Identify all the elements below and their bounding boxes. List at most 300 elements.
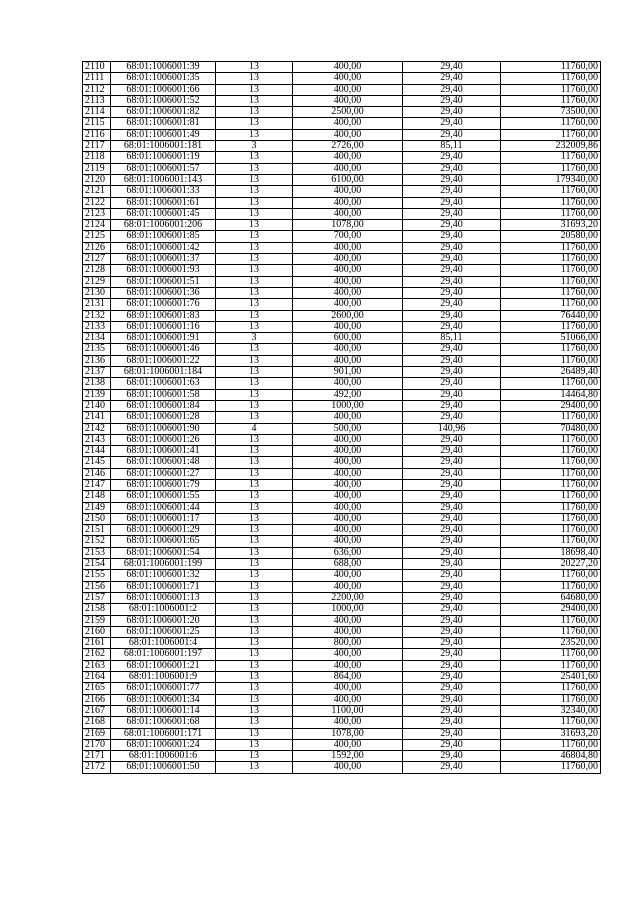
area-cell: 400,00 — [293, 513, 403, 524]
area-cell: 400,00 — [293, 129, 403, 140]
table-row — [83, 208, 601, 219]
category-cell: 13 — [216, 389, 293, 400]
value-cell: 23520,00 — [501, 638, 601, 649]
value-cell: 64680,00 — [501, 592, 601, 603]
rate-cell: 29,40 — [403, 208, 501, 219]
area-cell: 400,00 — [293, 649, 403, 660]
area-cell: 400,00 — [293, 118, 403, 129]
rate-cell: 29,40 — [403, 547, 501, 558]
category-cell: 13 — [216, 615, 293, 626]
row-number-cell: 2121 — [83, 186, 111, 197]
area-cell: 1592,00 — [293, 751, 403, 762]
table-row — [83, 502, 601, 513]
category-cell: 13 — [216, 536, 293, 547]
row-number-cell: 2131 — [83, 299, 111, 310]
area-cell: 400,00 — [293, 739, 403, 750]
value-cell: 26489,40 — [501, 367, 601, 378]
value-cell: 25401,60 — [501, 672, 601, 683]
row-number-cell: 2134 — [83, 333, 111, 344]
rate-cell: 29,40 — [403, 717, 501, 728]
cadastral-number-cell: 68:01:1006001:206 — [111, 220, 216, 231]
cadastral-number-cell: 68:01:1006001:85 — [111, 231, 216, 242]
value-cell: 29400,00 — [501, 604, 601, 615]
area-cell: 400,00 — [293, 446, 403, 457]
cadastral-number-cell: 68:01:1006001:51 — [111, 276, 216, 287]
cadastral-number-cell: 68:01:1006001:37 — [111, 254, 216, 265]
value-cell: 11760,00 — [501, 186, 601, 197]
table-row — [83, 276, 601, 287]
value-cell: 11760,00 — [501, 254, 601, 265]
table-row — [83, 604, 601, 615]
rate-cell: 29,40 — [403, 502, 501, 513]
row-number-cell: 2171 — [83, 751, 111, 762]
rate-cell: 29,40 — [403, 412, 501, 423]
category-cell: 13 — [216, 344, 293, 355]
value-cell: 11760,00 — [501, 739, 601, 750]
row-number-cell: 2160 — [83, 626, 111, 637]
rate-cell: 29,40 — [403, 287, 501, 298]
cadastral-number-cell: 68:01:1006001:84 — [111, 400, 216, 411]
row-number-cell: 2167 — [83, 705, 111, 716]
row-number-cell: 2129 — [83, 276, 111, 287]
cadastral-number-cell: 68:01:1006001:17 — [111, 513, 216, 524]
value-cell: 11760,00 — [501, 446, 601, 457]
cadastral-number-cell: 68:01:1006001:14 — [111, 705, 216, 716]
cadastral-number-cell: 68:01:1006001:143 — [111, 174, 216, 185]
rate-cell: 29,40 — [403, 355, 501, 366]
value-cell: 11760,00 — [501, 163, 601, 174]
rate-cell: 29,40 — [403, 118, 501, 129]
category-cell: 13 — [216, 570, 293, 581]
table-row — [83, 457, 601, 468]
area-cell: 400,00 — [293, 321, 403, 332]
category-cell: 13 — [216, 152, 293, 163]
value-cell: 11760,00 — [501, 299, 601, 310]
row-number-cell: 2145 — [83, 457, 111, 468]
rate-cell: 29,40 — [403, 276, 501, 287]
cadastral-number-cell: 68:01:1006001:26 — [111, 434, 216, 445]
table-row — [83, 513, 601, 524]
value-cell: 14464,80 — [501, 389, 601, 400]
category-cell: 3 — [216, 141, 293, 152]
cadastral-number-cell: 68:01:1006001:28 — [111, 412, 216, 423]
area-cell: 400,00 — [293, 254, 403, 265]
row-number-cell: 2140 — [83, 400, 111, 411]
row-number-cell: 2130 — [83, 287, 111, 298]
category-cell: 3 — [216, 333, 293, 344]
rate-cell: 29,40 — [403, 705, 501, 716]
value-cell: 70480,00 — [501, 423, 601, 434]
row-number-cell: 2136 — [83, 355, 111, 366]
value-cell: 11760,00 — [501, 197, 601, 208]
value-cell: 11760,00 — [501, 129, 601, 140]
cadastral-number-cell: 68:01:1006001:39 — [111, 62, 216, 73]
row-number-cell: 2139 — [83, 389, 111, 400]
category-cell: 13 — [216, 208, 293, 219]
category-cell: 13 — [216, 513, 293, 524]
rate-cell: 29,40 — [403, 242, 501, 253]
value-cell: 11760,00 — [501, 434, 601, 445]
value-cell: 31693,20 — [501, 728, 601, 739]
value-cell: 20580,00 — [501, 231, 601, 242]
rate-cell: 140,96 — [403, 423, 501, 434]
value-cell: 11760,00 — [501, 491, 601, 502]
rate-cell: 29,40 — [403, 299, 501, 310]
cadastral-number-cell: 68:01:1006001:81 — [111, 118, 216, 129]
value-cell: 46804,80 — [501, 751, 601, 762]
area-cell: 400,00 — [293, 197, 403, 208]
category-cell: 13 — [216, 604, 293, 615]
table-row — [83, 389, 601, 400]
row-number-cell: 2141 — [83, 412, 111, 423]
rate-cell: 29,40 — [403, 129, 501, 140]
value-cell: 11760,00 — [501, 762, 601, 773]
area-cell: 400,00 — [293, 683, 403, 694]
row-number-cell: 2148 — [83, 491, 111, 502]
cadastral-number-cell: 68:01:1006001:71 — [111, 581, 216, 592]
area-cell: 400,00 — [293, 73, 403, 84]
rate-cell: 29,40 — [403, 626, 501, 637]
category-cell: 13 — [216, 174, 293, 185]
rate-cell: 29,40 — [403, 389, 501, 400]
cadastral-number-cell: 68:01:1006001:199 — [111, 559, 216, 570]
area-cell: 400,00 — [293, 299, 403, 310]
row-number-cell: 2151 — [83, 525, 111, 536]
cadastral-number-cell: 68:01:1006001:24 — [111, 739, 216, 750]
cadastral-number-cell: 68:01:1006001:35 — [111, 73, 216, 84]
row-number-cell: 2153 — [83, 547, 111, 558]
rate-cell: 29,40 — [403, 186, 501, 197]
row-number-cell: 2155 — [83, 570, 111, 581]
category-cell: 13 — [216, 434, 293, 445]
value-cell: 11760,00 — [501, 536, 601, 547]
category-cell: 13 — [216, 468, 293, 479]
category-cell: 13 — [216, 265, 293, 276]
table-row — [83, 491, 601, 502]
table-row — [83, 220, 601, 231]
row-number-cell: 2132 — [83, 310, 111, 321]
table-row — [83, 762, 601, 773]
rate-cell: 29,40 — [403, 570, 501, 581]
area-cell: 688,00 — [293, 559, 403, 570]
table-row — [83, 638, 601, 649]
cadastral-number-cell: 68:01:1006001:197 — [111, 649, 216, 660]
table-body — [83, 62, 601, 774]
area-cell: 700,00 — [293, 231, 403, 242]
cadastral-number-cell: 68:01:1006001:34 — [111, 694, 216, 705]
row-number-cell: 2168 — [83, 717, 111, 728]
category-cell: 13 — [216, 705, 293, 716]
row-number-cell: 2137 — [83, 367, 111, 378]
value-cell: 11760,00 — [501, 73, 601, 84]
area-cell: 400,00 — [293, 265, 403, 276]
table-row — [83, 525, 601, 536]
value-cell: 11760,00 — [501, 208, 601, 219]
value-cell: 11760,00 — [501, 242, 601, 253]
rate-cell: 29,40 — [403, 73, 501, 84]
table-row — [83, 717, 601, 728]
table-row — [83, 163, 601, 174]
row-number-cell: 2115 — [83, 118, 111, 129]
area-cell: 400,00 — [293, 355, 403, 366]
row-number-cell: 2117 — [83, 141, 111, 152]
category-cell: 13 — [216, 95, 293, 106]
rate-cell: 29,40 — [403, 604, 501, 615]
rate-cell: 29,40 — [403, 615, 501, 626]
category-cell: 13 — [216, 592, 293, 603]
category-cell: 13 — [216, 231, 293, 242]
table-row — [83, 683, 601, 694]
rate-cell: 29,40 — [403, 739, 501, 750]
category-cell: 13 — [216, 412, 293, 423]
rate-cell: 29,40 — [403, 491, 501, 502]
rate-cell: 29,40 — [403, 152, 501, 163]
value-cell: 11760,00 — [501, 276, 601, 287]
area-cell: 6100,00 — [293, 174, 403, 185]
row-number-cell: 2122 — [83, 197, 111, 208]
row-number-cell: 2154 — [83, 559, 111, 570]
area-cell: 400,00 — [293, 570, 403, 581]
area-cell: 2726,00 — [293, 141, 403, 152]
row-number-cell: 2124 — [83, 220, 111, 231]
row-number-cell: 2152 — [83, 536, 111, 547]
category-cell: 13 — [216, 62, 293, 73]
table-row — [83, 197, 601, 208]
table-row — [83, 299, 601, 310]
table-row — [83, 355, 601, 366]
area-cell: 864,00 — [293, 672, 403, 683]
cadastral-number-cell: 68:01:1006001:83 — [111, 310, 216, 321]
area-cell: 400,00 — [293, 344, 403, 355]
value-cell: 11760,00 — [501, 694, 601, 705]
table-row — [83, 129, 601, 140]
table-row — [83, 152, 601, 163]
rate-cell: 29,40 — [403, 321, 501, 332]
rate-cell: 29,40 — [403, 84, 501, 95]
cadastral-number-cell: 68:01:1006001:58 — [111, 389, 216, 400]
area-cell: 400,00 — [293, 491, 403, 502]
row-number-cell: 2114 — [83, 107, 111, 118]
cadastral-number-cell: 68:01:1006001:2 — [111, 604, 216, 615]
value-cell: 232009,86 — [501, 141, 601, 152]
cadastral-number-cell: 68:01:1006001:6 — [111, 751, 216, 762]
category-cell: 13 — [216, 581, 293, 592]
row-number-cell: 2150 — [83, 513, 111, 524]
value-cell: 29400,00 — [501, 400, 601, 411]
value-cell: 11760,00 — [501, 513, 601, 524]
row-number-cell: 2159 — [83, 615, 111, 626]
cadastral-number-cell: 68:01:1006001:32 — [111, 570, 216, 581]
rate-cell: 29,40 — [403, 762, 501, 773]
table-row — [83, 547, 601, 558]
category-cell: 13 — [216, 739, 293, 750]
value-cell: 11760,00 — [501, 118, 601, 129]
rate-cell: 29,40 — [403, 254, 501, 265]
value-cell: 18698,40 — [501, 547, 601, 558]
value-cell: 51066,00 — [501, 333, 601, 344]
table-row — [83, 412, 601, 423]
category-cell: 13 — [216, 197, 293, 208]
table-row — [83, 649, 601, 660]
cadastral-number-cell: 68:01:1006001:82 — [111, 107, 216, 118]
area-cell: 400,00 — [293, 152, 403, 163]
row-number-cell: 2128 — [83, 265, 111, 276]
rate-cell: 29,40 — [403, 660, 501, 671]
table-row — [83, 84, 601, 95]
cadastral-number-cell: 68:01:1006001:33 — [111, 186, 216, 197]
area-cell: 400,00 — [293, 434, 403, 445]
area-cell: 400,00 — [293, 242, 403, 253]
category-cell: 13 — [216, 378, 293, 389]
table-row — [83, 672, 601, 683]
rate-cell: 29,40 — [403, 581, 501, 592]
row-number-cell: 2123 — [83, 208, 111, 219]
category-cell: 13 — [216, 694, 293, 705]
cadastral-number-cell: 68:01:1006001:61 — [111, 197, 216, 208]
area-cell: 400,00 — [293, 276, 403, 287]
table-row — [83, 581, 601, 592]
cadastral-number-cell: 68:01:1006001:44 — [111, 502, 216, 513]
cadastral-number-cell: 68:01:1006001:77 — [111, 683, 216, 694]
area-cell: 400,00 — [293, 208, 403, 219]
area-cell: 600,00 — [293, 333, 403, 344]
value-cell: 11760,00 — [501, 479, 601, 490]
cadastral-number-cell: 68:01:1006001:50 — [111, 762, 216, 773]
rate-cell: 29,40 — [403, 367, 501, 378]
category-cell: 4 — [216, 423, 293, 434]
rate-cell: 29,40 — [403, 265, 501, 276]
table-row — [83, 242, 601, 253]
rate-cell: 29,40 — [403, 479, 501, 490]
cadastral-number-cell: 68:01:1006001:57 — [111, 163, 216, 174]
rate-cell: 29,40 — [403, 683, 501, 694]
row-number-cell: 2113 — [83, 95, 111, 106]
row-number-cell: 2125 — [83, 231, 111, 242]
category-cell: 13 — [216, 683, 293, 694]
table-row — [83, 434, 601, 445]
row-number-cell: 2118 — [83, 152, 111, 163]
rate-cell: 85,11 — [403, 141, 501, 152]
table-row — [83, 287, 601, 298]
cadastral-number-cell: 68:01:1006001:90 — [111, 423, 216, 434]
area-cell: 400,00 — [293, 615, 403, 626]
rate-cell: 29,40 — [403, 457, 501, 468]
area-cell: 1078,00 — [293, 728, 403, 739]
value-cell: 31693,20 — [501, 220, 601, 231]
area-cell: 400,00 — [293, 95, 403, 106]
cadastral-number-cell: 68:01:1006001:52 — [111, 95, 216, 106]
cadastral-number-cell: 68:01:1006001:22 — [111, 355, 216, 366]
area-cell: 400,00 — [293, 287, 403, 298]
table-row — [83, 254, 601, 265]
category-cell: 13 — [216, 457, 293, 468]
rate-cell: 29,40 — [403, 400, 501, 411]
area-cell: 400,00 — [293, 163, 403, 174]
table-row — [83, 107, 601, 118]
area-cell: 2600,00 — [293, 310, 403, 321]
row-number-cell: 2162 — [83, 649, 111, 660]
value-cell: 11760,00 — [501, 683, 601, 694]
table-row — [83, 468, 601, 479]
table-row — [83, 423, 601, 434]
area-cell: 400,00 — [293, 479, 403, 490]
rate-cell: 29,40 — [403, 525, 501, 536]
row-number-cell: 2158 — [83, 604, 111, 615]
row-number-cell: 2133 — [83, 321, 111, 332]
row-number-cell: 2135 — [83, 344, 111, 355]
rate-cell: 29,40 — [403, 728, 501, 739]
cadastral-number-cell: 68:01:1006001:68 — [111, 717, 216, 728]
category-cell: 13 — [216, 649, 293, 660]
cadastral-number-cell: 68:01:1006001:46 — [111, 344, 216, 355]
table-row — [83, 95, 601, 106]
area-cell: 1000,00 — [293, 400, 403, 411]
cadastral-number-cell: 68:01:1006001:66 — [111, 84, 216, 95]
area-cell: 400,00 — [293, 660, 403, 671]
cadastral-number-cell: 68:01:1006001:36 — [111, 287, 216, 298]
rate-cell: 29,40 — [403, 174, 501, 185]
area-cell: 400,00 — [293, 457, 403, 468]
row-number-cell: 2110 — [83, 62, 111, 73]
cadastral-number-cell: 68:01:1006001:54 — [111, 547, 216, 558]
area-cell: 400,00 — [293, 62, 403, 73]
rate-cell: 29,40 — [403, 446, 501, 457]
value-cell: 11760,00 — [501, 649, 601, 660]
value-cell: 179340,00 — [501, 174, 601, 185]
area-cell: 1000,00 — [293, 604, 403, 615]
row-number-cell: 2166 — [83, 694, 111, 705]
row-number-cell: 2161 — [83, 638, 111, 649]
value-cell: 11760,00 — [501, 355, 601, 366]
cadastral-number-cell: 68:01:1006001:79 — [111, 479, 216, 490]
table-row — [83, 378, 601, 389]
area-cell: 1100,00 — [293, 705, 403, 716]
category-cell: 13 — [216, 129, 293, 140]
cadastral-number-cell: 68:01:1006001:184 — [111, 367, 216, 378]
cadastral-number-cell: 68:01:1006001:41 — [111, 446, 216, 457]
table-row — [83, 615, 601, 626]
rate-cell: 29,40 — [403, 559, 501, 570]
value-cell: 11760,00 — [501, 265, 601, 276]
cadastral-number-cell: 68:01:1006001:20 — [111, 615, 216, 626]
table-row — [83, 536, 601, 547]
cadastral-number-cell: 68:01:1006001:9 — [111, 672, 216, 683]
row-number-cell: 2169 — [83, 728, 111, 739]
cadastral-number-cell: 68:01:1006001:4 — [111, 638, 216, 649]
table-row — [83, 446, 601, 457]
cadastral-number-cell: 68:01:1006001:25 — [111, 626, 216, 637]
category-cell: 13 — [216, 73, 293, 84]
category-cell: 13 — [216, 626, 293, 637]
area-cell: 400,00 — [293, 378, 403, 389]
data-table — [82, 61, 601, 774]
rate-cell: 29,40 — [403, 310, 501, 321]
row-number-cell: 2147 — [83, 479, 111, 490]
rate-cell: 29,40 — [403, 95, 501, 106]
table-row — [83, 728, 601, 739]
category-cell: 13 — [216, 672, 293, 683]
cadastral-number-cell: 68:01:1006001:93 — [111, 265, 216, 276]
area-cell: 400,00 — [293, 626, 403, 637]
value-cell: 11760,00 — [501, 457, 601, 468]
table-row — [83, 265, 601, 276]
category-cell: 13 — [216, 84, 293, 95]
cadastral-number-cell: 68:01:1006001:63 — [111, 378, 216, 389]
row-number-cell: 2163 — [83, 660, 111, 671]
value-cell: 11760,00 — [501, 615, 601, 626]
rate-cell: 29,40 — [403, 378, 501, 389]
row-number-cell: 2164 — [83, 672, 111, 683]
